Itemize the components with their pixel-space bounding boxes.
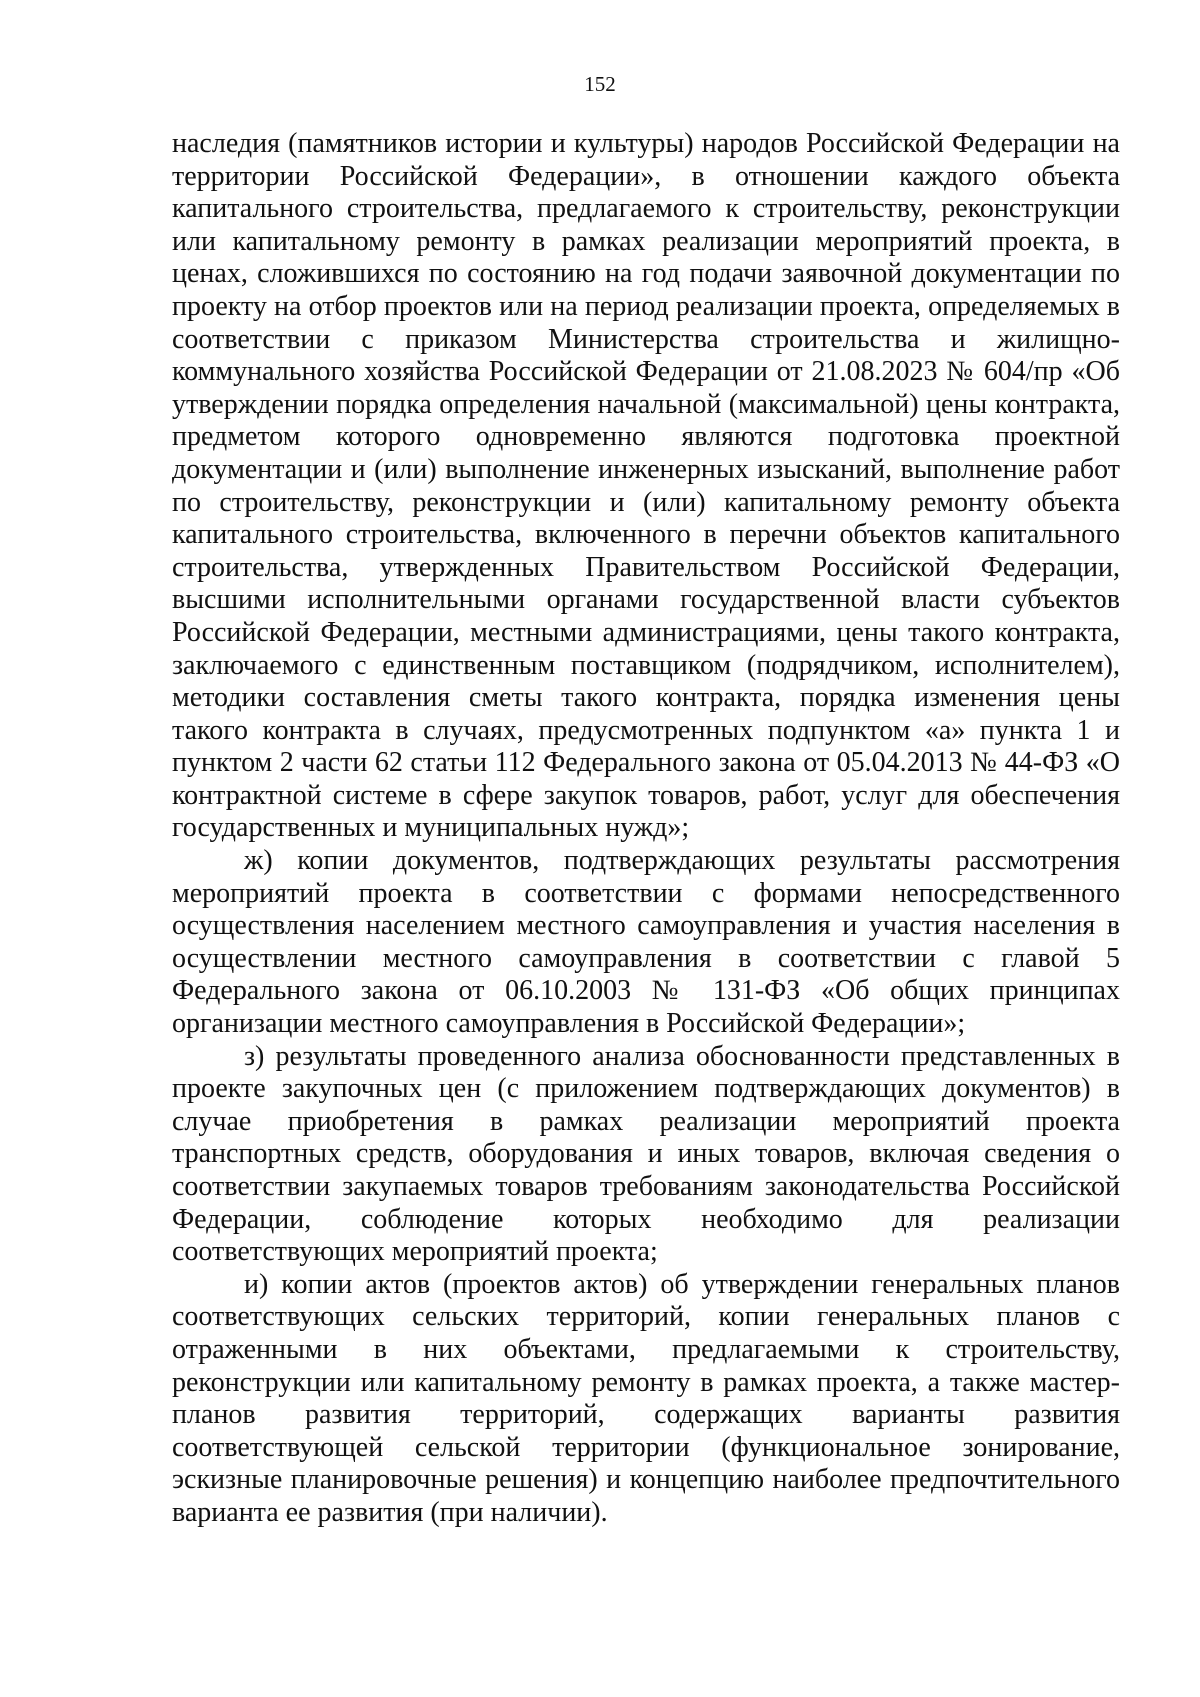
paragraph-continuation: наследия (памятников истории и культуры) народов Российской Федерации на территории Российской Федерации», в отношении каждого объекта капитального строительства, предлагаемого к строительству, реконструкции или капитальному ремонту в рамках реализации мероприятий проекта, в ценах, сложившихся по состоянию на год подачи заявочной документации по проекту на отбор проектов или на период реализации проекта, определяемых в соответствии с приказом Министерства строительства и жилищно-коммунального хозяйства Российской Федерации от 21.08.2023 № 604/пр «Об утверждении порядка определения начальной (максимальной) цены контракта, предметом которого одновременно являются подготовка проектной документации и (или) выполнение инженерных изысканий, выполнение работ по строительству, реконструкции и (или) капитальному ремонту объекта капитального строительства, включенного в перечни объектов капитального строительства, утвержденных Правительством Российской Федерации, высшими исполнительными органами государственной власти субъектов Российской Федерации, местными администрациями, цены такого контракта, заключаемого с единственным поставщиком (подрядчиком, исполнителем), методики составления сметы такого контракта, порядка изменения цены такого контракта в случаях, предусмотренных подпунктом «а» пункта 1 и пунктом 2 части 62 статьи 112 Федерального закона от 05.04.2013 № 44-ФЗ «О контрактной системе в сфере закупок товаров, работ, услуг для обеспечения государственных и муниципальных нужд»; <box>172 128 1120 844</box>
page-number: 152 <box>584 72 616 96</box>
paragraph-item-zh: ж) копии документов, подтверждающих результаты рассмотрения мероприятий проекта в соответствии с формами непосредственного осуществления населением местного самоуправления и участия населения в осуществлении местного самоуправления в соответствии с главой 5 Федерального закона от 06.10.2003 № 131-ФЗ «Об общих принципах организации местного самоуправления в Российской Федерации»; <box>172 845 1120 1040</box>
document-body <box>172 128 1120 1530</box>
paragraph-item-z: з) результаты проведенного анализа обоснованности представленных в проекте закупочных цен (с приложением подтверждающих документов) в случае приобретения в рамках реализации мероприятий проекта транспортных средств, оборудования и иных товаров, включая сведения о соответствии закупаемых товаров требованиям законодательства Российской Федерации, соблюдение которых необходимо для реализации соответствующих мероприятий проекта; <box>172 1040 1120 1268</box>
paragraph-item-i: и) копии актов (проектов актов) об утверждении генеральных планов соответствующих сельских территорий, копии генеральных планов с отраженными в них объектами, предлагаемыми к строительству, реконструкции или капитальному ремонту в рамках проекта, а также мастер-планов развития территорий, содержащих варианты развития соответствующей сельской территории (функциональное зонирование, эскизные планировочные решения) и концепцию наиболее предпочтительного варианта ее развития (при наличии). <box>172 1268 1120 1528</box>
